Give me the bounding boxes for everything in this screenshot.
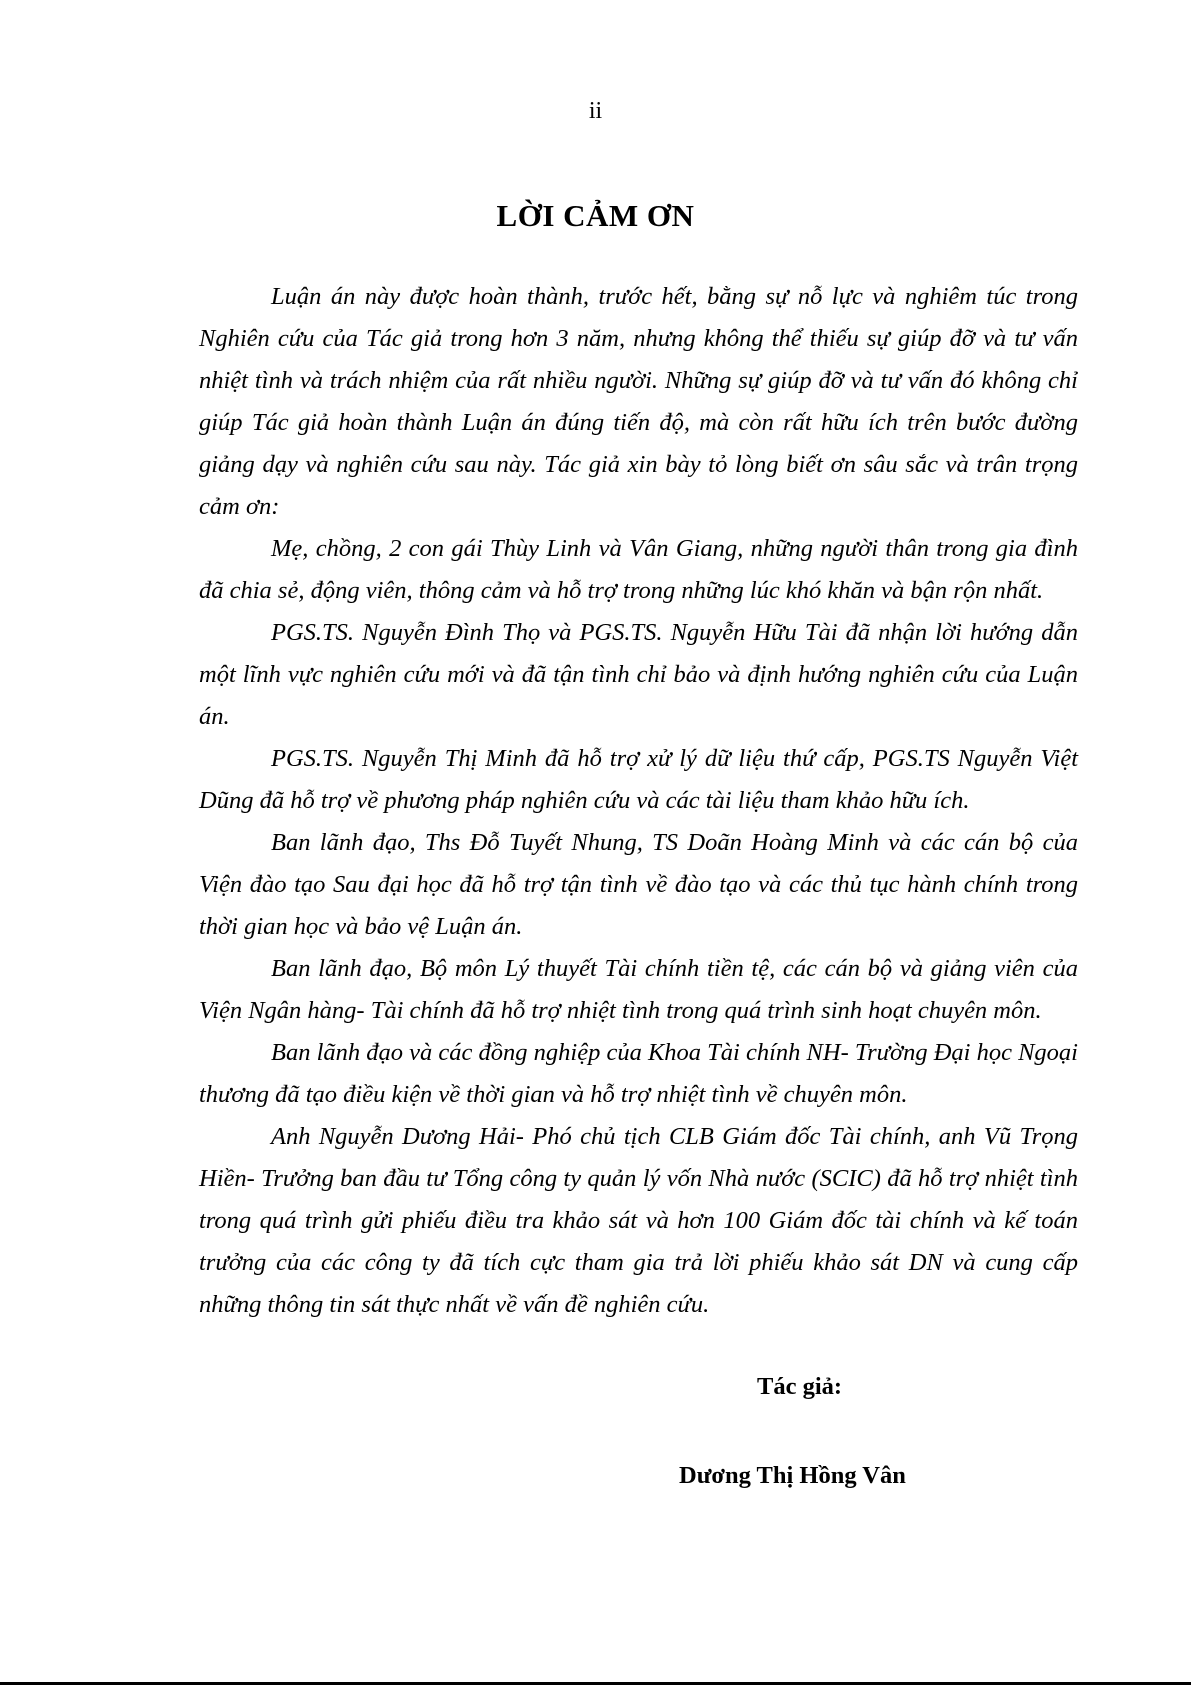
paragraph-graduate-institute: Ban lãnh đạo, Ths Đỗ Tuyết Nhung, TS Doãn Hoàng Minh và các cán bộ của Viện đào tạo Sau đại học đã hỗ trợ tận tình về đào tạo và các thủ tục hành chính trong thời gian học và bảo vệ Luận án. bbox=[199, 829, 1078, 940]
signature-role: Tác giả: bbox=[757, 1373, 843, 1400]
page-number: ii bbox=[588, 98, 603, 124]
paragraph-methodology-support: PGS.TS. Nguyễn Thị Minh đã hỗ trợ xử lý dữ liệu thứ cấp, PGS.TS Nguyễn Việt Dũng đã hỗ trợ về phương pháp nghiên cứu và các tài liệu tham khảo hữu ích. bbox=[199, 745, 1078, 814]
acknowledgement-body bbox=[199, 276, 1078, 1326]
paragraph-survey-support: Anh Nguyễn Dương Hải- Phó chủ tịch CLB Giám đốc Tài chính, anh Vũ Trọng Hiền- Trưởng ban đầu tư Tổng công ty quản lý vốn Nhà nước (SCIC) đã hỗ trợ nhiệt tình trong quá trình gửi phiếu điều tra khảo sát và hơn 100 Giám đốc tài chính và kế toán trưởng của các công ty đã tích cực tham gia trả lời phiếu khảo sát DN và cung cấp những thông tin sát thực nhất về vấn đề nghiên cứu. bbox=[199, 1123, 1078, 1318]
paragraph-finance-department: Ban lãnh đạo, Bộ môn Lý thuyết Tài chính tiền tệ, các cán bộ và giảng viên của Viện Ngân hàng- Tài chính đã hỗ trợ nhiệt tình trong quá trình sinh hoạt chuyên môn. bbox=[199, 955, 1078, 1024]
page-title: LỜI CẢM ƠN bbox=[496, 198, 695, 233]
paragraph-intro: Luận án này được hoàn thành, trước hết, bằng sự nỗ lực và nghiêm túc trong Nghiên cứu của Tác giả trong hơn 3 năm, nhưng không thể thiếu sự giúp đỡ và tư vấn nhiệt tình và trách nhiệm của rất nhiều người. Những sự giúp đỡ và tư vấn đó không chỉ giúp Tác giả hoàn thành Luận án đúng tiến độ, mà còn rất hữu ích trên bước đường giảng dạy và nghiên cứu sau này. Tác giả xin bày tỏ lòng biết ơn sâu sắc và trân trọng cảm ơn: bbox=[199, 283, 1078, 520]
signature-name: Dương Thị Hồng Vân bbox=[679, 1462, 906, 1489]
paragraph-faculty-colleagues: Ban lãnh đạo và các đồng nghiệp của Khoa Tài chính NH- Trường Đại học Ngoại thương đã tạo điều kiện về thời gian và hỗ trợ nhiệt tình về chuyên môn. bbox=[199, 1039, 1078, 1108]
paragraph-family: Mẹ, chồng, 2 con gái Thùy Linh và Vân Giang, những người thân trong gia đình đã chia sẻ, động viên, thông cảm và hỗ trợ trong những lúc khó khăn và bận rộn nhất. bbox=[199, 535, 1078, 604]
paragraph-supervisors: PGS.TS. Nguyễn Đình Thọ và PGS.TS. Nguyễn Hữu Tài đã nhận lời hướng dẫn một lĩnh vực nghiên cứu mới và đã tận tình chỉ bảo và định hướng nghiên cứu của Luận án. bbox=[199, 619, 1078, 730]
